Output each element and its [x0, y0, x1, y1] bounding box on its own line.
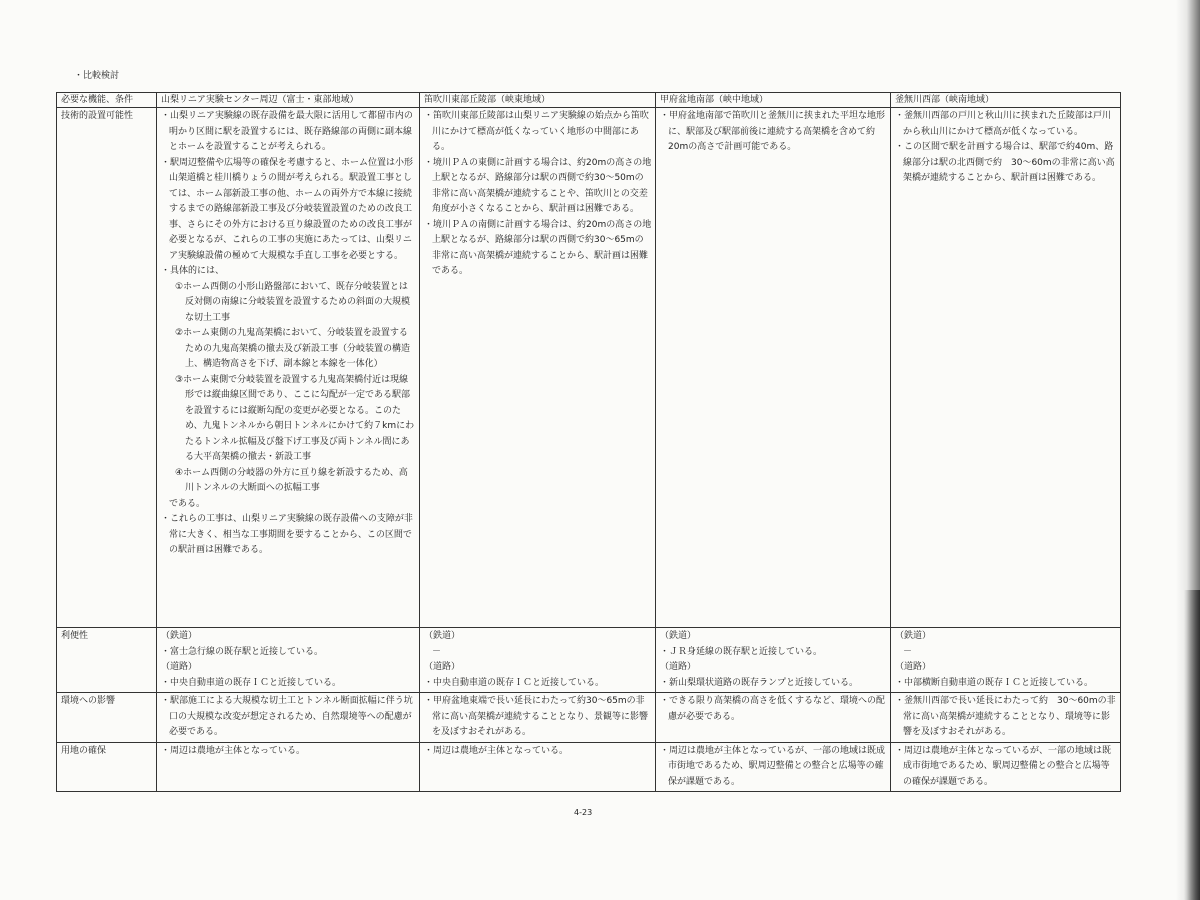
cell-paragraph: ・この区間で駅を計画する場合は、駅部で約40m、路線部分は駅の北西側で約 30～60mの非常に高い高架橋が連続することから、駅計画は困難である。 — [895, 142, 1115, 183]
cell-paragraph: （鉄道） — [424, 631, 461, 641]
table-cell — [420, 108, 656, 628]
cell-paragraph: ・甲府盆地東端で長い延長にわたって約30～65mの非常に高い高架橋が連続することとなり、景観等に影響を及ぼすおそれがある。 — [424, 696, 649, 737]
table-cell — [891, 742, 1121, 792]
cell-paragraph: （道路） — [424, 662, 461, 672]
column-header: 必要な機能、条件 — [57, 93, 157, 108]
cell-paragraph: － — [432, 646, 442, 657]
cell-paragraph: ・駅部施工による大規模な切土工とトンネル断面拡幅に伴う坑口の大規模な改変が想定されるため、自然環境等への配慮が必要である。 — [161, 696, 413, 737]
cell-paragraph: （道路） — [161, 662, 198, 672]
column-header: 釜無川西部（峡南地域） — [891, 93, 1121, 108]
cell-paragraph: （鉄道） — [895, 631, 932, 641]
table-cell — [891, 628, 1121, 693]
cell-paragraph: ・中部横断自動車道の既存ＩＣと近接している。 — [895, 677, 1094, 688]
table-cell — [420, 693, 656, 743]
cell-paragraph: （道路） — [895, 662, 932, 672]
section-heading: ・比較検討 — [74, 71, 120, 81]
cell-paragraph: ・周辺は農地が主体となっている。 — [161, 745, 306, 756]
table-cell — [157, 693, 420, 743]
cell-paragraph: ・駅周辺整備や広場等の確保を考慮すると、ホーム位置は小形山架道橋と桂川橋りょうの間が考えられる。駅設置工事としては、ホーム部新設工事の他、ホームの両外方で本線に接続するまでの路線部新設工事及び分岐装置設置のための改良工事、さらにその外方における亘り線設置のための改良工事が必要となるが、これらの工事の実施にあたっては、山梨リニア実験線設備の極めて大規模な手直し工事を必要とする。 — [161, 157, 414, 261]
cell-paragraph: ・富士急行線の既存駅と近接している。 — [161, 646, 324, 657]
table-cell — [891, 693, 1121, 743]
cell-paragraph: （道路） — [660, 662, 697, 672]
table-cell — [656, 108, 891, 628]
cell-paragraph: ①ホーム西側の小形山路盤部において、既存分岐装置とは反対側の南線に分岐装置を設置するための斜面の大規模な切土工事 — [175, 281, 411, 323]
cell-paragraph: ・周辺は農地が主体となっている。 — [424, 745, 569, 756]
row-label: 利便性 — [57, 628, 157, 693]
table-cell — [656, 693, 891, 743]
comparison-table — [56, 92, 1121, 792]
column-header: 甲府盆地南部（峡中地域） — [656, 93, 891, 108]
page-number: 4-23 — [574, 808, 593, 817]
cell-paragraph: である。 — [169, 498, 206, 509]
table-cell — [420, 628, 656, 693]
row-label: 環境への影響 — [57, 693, 157, 743]
column-header: 山梨リニア実験センター周辺（富士・東部地域） — [157, 93, 420, 108]
table-cell — [157, 108, 420, 628]
column-header: 笛吹川東部丘陵部（峡東地域） — [420, 93, 656, 108]
row-label: 用地の確保 — [57, 742, 157, 792]
table-row — [57, 742, 1121, 792]
cell-paragraph: （鉄道） — [161, 631, 198, 641]
cell-paragraph: ・周辺は農地が主体となっているが、一部の地域は既成市街地であるため、駅周辺整備との整合と広場等の確保が課題である。 — [895, 745, 1112, 787]
table-cell — [157, 628, 420, 693]
cell-paragraph: ・境川ＰＡの東側に計画する場合は、約20mの高さの地上駅となるが、路線部分は駅の西側で約30～50mの非常に高い高架橋が連続することや、笛吹川との交差角度が小さくなることから、駅計画は困難である。 — [424, 157, 652, 214]
cell-paragraph: ・これらの工事は、山梨リニア実験線の既存設備への支障が非常に大きく、相当な工事期間を要することから、この区間での駅計画は困難である。 — [161, 514, 413, 555]
cell-paragraph: ④ホーム西側の分岐器の外方に亘り線を新設するため、高川トンネルの大断面への拡幅工事 — [175, 467, 408, 493]
cell-paragraph: ・笛吹川東部丘陵部は山梨リニア実験線の始点から笛吹川にかけて標高が低くなっていく地形の中間部にある。 — [424, 111, 649, 152]
cell-paragraph: ・具体的には、 — [161, 266, 225, 276]
table-row — [57, 628, 1121, 693]
table-cell — [891, 108, 1121, 628]
cell-paragraph: ・中央自動車道の既存ＩＣと近接している。 — [161, 677, 342, 688]
cell-paragraph: ・中央自動車道の既存ＩＣと近接している。 — [424, 677, 605, 688]
cell-paragraph: ・できる限り高架橋の高さを低くするなど、環境への配慮が必要である。 — [660, 696, 886, 722]
table-row — [57, 693, 1121, 743]
cell-paragraph: ・甲府盆地南部で笛吹川と釜無川に挟まれた平坦な地形に、駅部及び駅部前後に連続する高架橋を含めて約20mの高さで計画可能である。 — [660, 111, 886, 152]
cell-paragraph: ・周辺は農地が主体となっているが、一部の地域は既成市街地であるため、駅周辺整備との整合と広場等の確保が課題である。 — [660, 745, 886, 787]
table-cell — [656, 742, 891, 792]
table-header-row — [57, 93, 1121, 108]
cell-paragraph: ・ＪＲ身延線の既存駅と近接している。 — [660, 646, 823, 657]
cell-paragraph: ・釜無川西部の戸川と秋山川に挟まれた丘陵部は戸川から秋山川にかけて標高が低くなっている。 — [895, 111, 1112, 137]
table-cell — [420, 742, 656, 792]
cell-paragraph: ・山梨リニア実験線の既存設備を最大限に活用して都留市内の明かり区間に駅を設置するには、既存路線部の両側に副本線とホームを設置することが考えられる。 — [161, 111, 413, 152]
table-cell — [157, 742, 420, 792]
table-cell — [656, 628, 891, 693]
table-row — [57, 108, 1121, 628]
cell-paragraph: ・新山梨環状道路の既存ランプと近接している。 — [660, 677, 859, 688]
cell-paragraph: ・境川ＰＡの南側に計画する場合は、約20mの高さの地上駅となるが、路線部分は駅の西側で約30～65mの非常に高い高架橋が連続することから、駅計画は困難である。 — [424, 219, 652, 276]
cell-paragraph: ③ホーム東側で分岐装置を設置する九鬼高架橋付近は現線形では縦曲線区間であり、ここに勾配が一定である駅部を設置するには縦断勾配の変更が必要となる。このため、九鬼トンネルから朝日トンネルにかけて約７kmにわたるトンネル拡幅及び盤下げ工事及び両トンネル間にある大平高架橋の撤去・新設工事 — [175, 374, 415, 462]
cell-paragraph: ②ホーム東側の九鬼高架橋において、分岐装置を設置するための九鬼高架橋の撤去及び新設工事（分岐装置の構造上、構造物高さを下げ、副本線と本線を一体化） — [175, 328, 411, 369]
scan-shadow-lower — [1184, 590, 1200, 900]
cell-paragraph: （鉄道） — [660, 631, 697, 641]
row-label: 技術的設置可能性 — [57, 108, 157, 628]
cell-paragraph: ・釜無川西部で長い延長にわたって約 30～60mの非常に高い高架橋が連続することとなり、環境等に影響を及ぼすおそれがある。 — [895, 696, 1116, 737]
cell-paragraph: － — [903, 646, 913, 657]
